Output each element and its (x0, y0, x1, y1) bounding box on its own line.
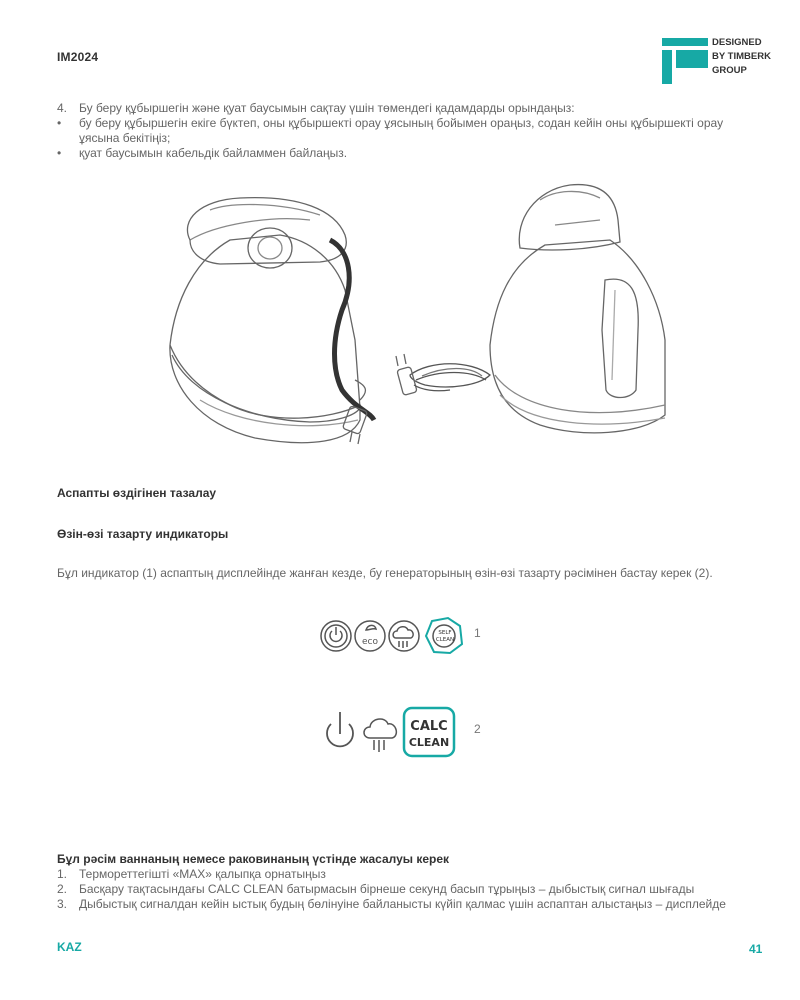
procedure-list (57, 867, 777, 912)
model-number: IM2024 (57, 50, 99, 64)
panel-1-label: 1 (474, 626, 481, 640)
calc-clean-button-icon (404, 708, 454, 756)
bullet-item: • қуат баусымын кабельдік байламмен байлаңыз. (57, 146, 348, 160)
right-unit-drawing (396, 185, 665, 433)
page-number: 41 (749, 942, 763, 956)
storage-steps (57, 101, 757, 161)
eco-label: eco (362, 637, 378, 647)
power-icon (321, 621, 351, 651)
steam-generator-illustration (160, 180, 680, 460)
section-title: Аспапты өздігінен тазалау (57, 486, 217, 500)
language-code: KAZ (57, 940, 82, 954)
list-item: 1. Термореттегішті «MAX» қалыпқа орнатыңыз (57, 867, 326, 881)
clean-label: CLEAN (408, 736, 450, 749)
bullet-item: • бу беру құбыршегін екіге бүктеп, оны құбыршекті орау ұясының бойымен ораңыз, содан кейін оны құбыршекті орау ұясына бекітіңіз; (57, 116, 724, 145)
list-item: 2. Басқару тақтасындағы CALC CLEAN батырмасын бірнеше секунд басып тұрыңыз – дыбыстық сигнал шығады (57, 882, 695, 896)
indicator-panel-2 (322, 702, 462, 762)
power-icon (327, 712, 353, 746)
step-4: 4. Бу беру құбыршегін және қуат баусымын сақтау үшін төмендегі қадамдарды орындаңыз: (57, 101, 575, 115)
logo-text: DESIGNED BY TIMBERK GROUP (712, 37, 771, 76)
steam-icon (389, 621, 419, 651)
section-paragraph: Бұл индикатор (1) аспаптың дисплейінде жанған кезде, бу генераторының өзін-өзі тазарту рәсімінен бастау керек (2). (57, 566, 713, 580)
steam-icon (364, 719, 396, 752)
list-item: 3. Дыбыстық сигналдан кейін ыстық будың бөлінуіне байланысты күйіп қалмас үшін аспаптан алыстаңыз – дисплейде (57, 897, 726, 911)
procedure-title: Бұл рәсім ваннаның немесе раковинаның үстінде жасалуы керек (57, 852, 450, 866)
clean-label: CLEAN (435, 637, 455, 643)
eco-icon (355, 621, 385, 651)
panel-2-label: 2 (474, 722, 481, 736)
self-label: SELF (438, 630, 452, 636)
self-clean-icon (426, 618, 462, 653)
indicator-panel-1 (318, 606, 478, 666)
calc-label: CALC (410, 719, 448, 734)
section-subtitle: Өзін-өзі тазарту индикаторы (57, 527, 229, 541)
left-unit-drawing (170, 198, 374, 444)
